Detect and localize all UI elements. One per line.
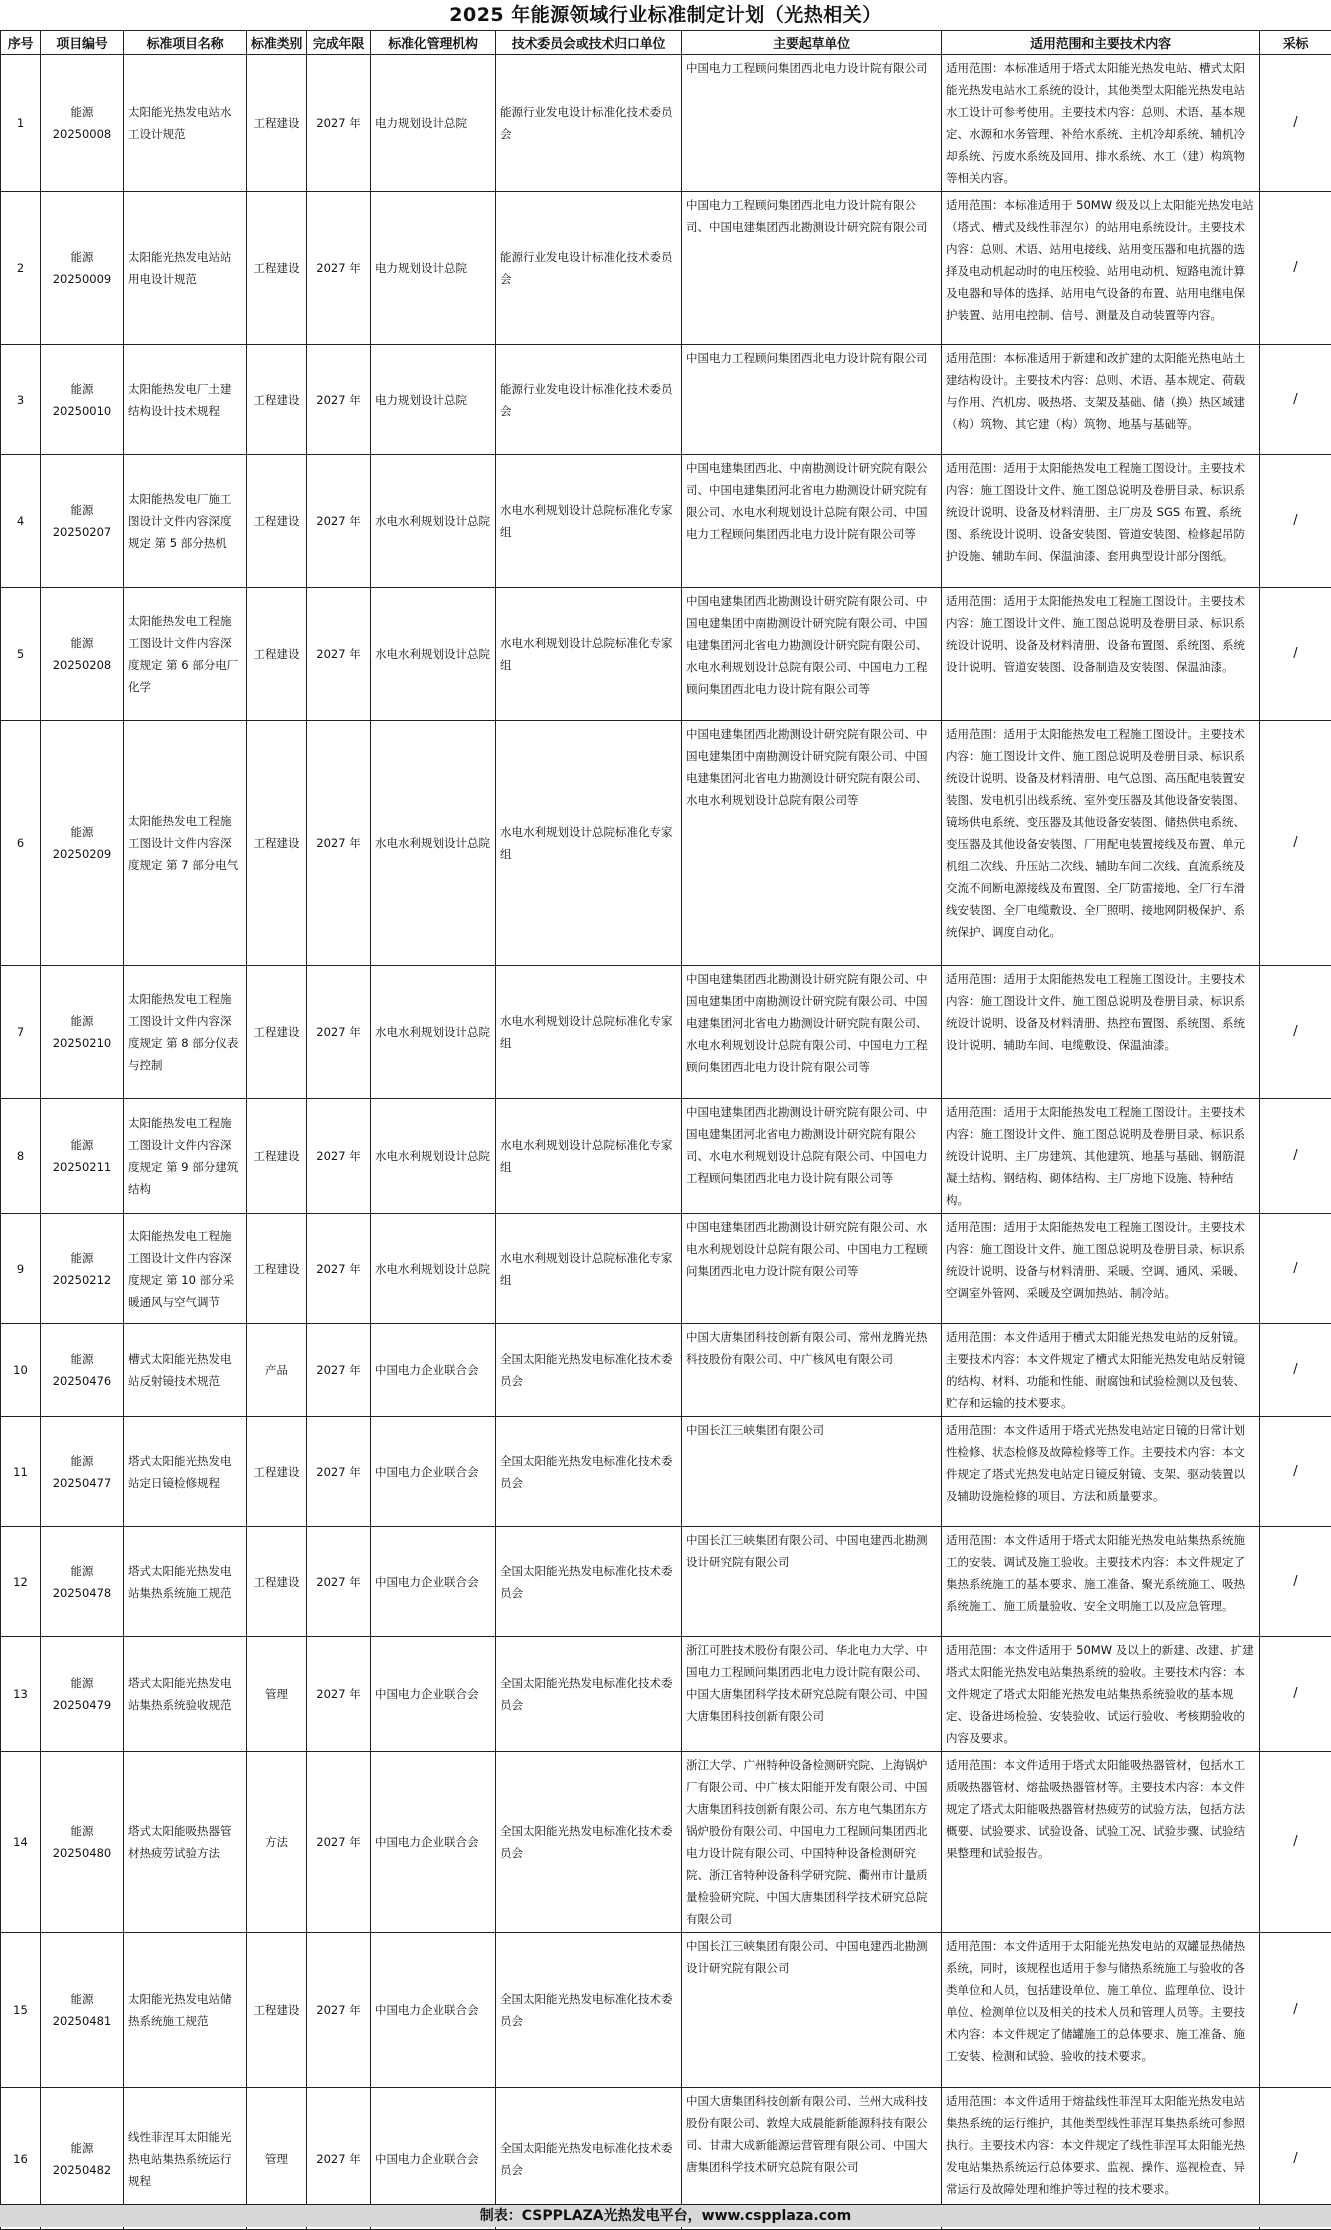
completion-year: 2027 年 xyxy=(307,345,371,455)
technical-committee: 水电水利规划设计总院标准化专家组 xyxy=(496,588,682,721)
scope-content: 适用范围：本标准适用于 50MW 级及以上太阳能光热发电站（塔式、槽式及线性菲涅尔）的站用电系统设计。主要技术内容：总则、术语、站用电接线、站用变压器和电抗器的选择及电动机起动时的电压校验、站用电动机、短路电流计算及电器和导体的选择、站用电气设备的布置、站用电继电保护装置、站用电控制、信号、测量及自动装置等内容。 xyxy=(942,192,1260,345)
completion-year: 2027 年 xyxy=(307,1417,371,1527)
standard-category: 方法 xyxy=(247,1752,307,1933)
column-header: 标准化管理机构 xyxy=(371,31,496,55)
adoption-mark: / xyxy=(1260,1637,1331,1752)
scope-content: 适用范围：本文件适用于塔式太阳能光热发电站集热系统施工的安装、调试及施工验收。主要技术内容：本文件规定了集热系统施工的基本要求、施工准备、聚光系统施工、吸热系统施工、施工质量验收、安全文明施工以及应急管理。 xyxy=(942,1527,1260,1637)
technical-committee: 水电水利规划设计总院标准化专家组 xyxy=(496,966,682,1099)
drafting-units: 中国电建集团西北勘测设计研究院有限公司、中国电建集团河北省电力勘测设计研究院有限公司、水电水利规划设计总院有限公司、中国电力工程顾问集团西北电力设计院有限公司等 xyxy=(682,1099,942,1214)
completion-year: 2027 年 xyxy=(307,1637,371,1752)
row-number: 11 xyxy=(1,1417,41,1527)
adoption-mark: / xyxy=(1260,192,1331,345)
project-code: 能源 20250482 xyxy=(41,2088,124,2230)
project-name: 塔式太阳能光热发电站定日镜检修规程 xyxy=(124,1417,247,1527)
row-number: 6 xyxy=(1,721,41,966)
project-name: 太阳能热发电厂土建结构设计技术规程 xyxy=(124,345,247,455)
column-header: 序号 xyxy=(1,31,41,55)
scope-content: 适用范围：本文件适用于熔盐线性菲涅耳太阳能光热发电站集热系统的运行维护，其他类型线性菲涅耳集热系统可参照执行。主要技术内容：本文件规定了线性菲涅耳太阳能光热发电站集热系统运行总体要求、监视、操作、巡视检查、异常运行及故障处理和维护等过程的技术要求。 xyxy=(942,2088,1260,2230)
header-row xyxy=(1,31,1331,55)
project-name: 塔式太阳能吸热器管材热疲劳试验方法 xyxy=(124,1752,247,1933)
technical-committee: 能源行业发电设计标准化技术委员会 xyxy=(496,55,682,192)
management-org: 中国电力企业联合会 xyxy=(371,1637,496,1752)
row-number: 16 xyxy=(1,2088,41,2230)
drafting-units: 中国电建集团西北、中南勘测设计研究院有限公司、中国电建集团河北省电力勘测设计研究院有限公司、水电水利规划设计总院有限公司、中国电力工程顾问集团西北电力设计院有限公司等 xyxy=(682,455,942,588)
management-org: 水电水利规划设计总院 xyxy=(371,721,496,966)
column-header: 主要起草单位 xyxy=(682,31,942,55)
management-org: 中国电力企业联合会 xyxy=(371,1417,496,1527)
adoption-mark: / xyxy=(1260,345,1331,455)
management-org: 电力规划设计总院 xyxy=(371,345,496,455)
drafting-units: 中国大唐集团科技创新有限公司、兰州大成科技股份有限公司、敦煌大成晨能新能源科技有限公司、甘肃大成新能源运营管理有限公司、中国大唐集团科学技术研究总院有限公司 xyxy=(682,2088,942,2230)
completion-year: 2027 年 xyxy=(307,1933,371,2088)
adoption-mark: / xyxy=(1260,721,1331,966)
technical-committee: 全国太阳能光热发电标准化技术委员会 xyxy=(496,1933,682,2088)
project-name: 太阳能热发电厂施工图设计文件内容深度规定 第 5 部分热机 xyxy=(124,455,247,588)
project-name: 塔式太阳能光热发电站集热系统施工规范 xyxy=(124,1527,247,1637)
management-org: 水电水利规划设计总院 xyxy=(371,455,496,588)
table-body xyxy=(1,55,1331,2230)
standard-category: 工程建设 xyxy=(247,1527,307,1637)
completion-year: 2027 年 xyxy=(307,455,371,588)
drafting-units: 中国长江三峡集团有限公司、中国电建西北勘测设计研究院有限公司 xyxy=(682,1527,942,1637)
project-code: 能源 20250009 xyxy=(41,192,124,345)
management-org: 水电水利规划设计总院 xyxy=(371,1214,496,1324)
project-code: 能源 20250008 xyxy=(41,55,124,192)
table-row xyxy=(1,345,1331,455)
scope-content: 适用范围：本标准适用于塔式太阳能光热发电站、槽式太阳能光热发电站水工系统的设计，其他类型太阳能光热发电站水工设计可参考使用。主要技术内容：总则、术语、基本规定、水源和水务管理、补给水系统、主机冷却系统、辅机冷却系统、污废水系统及回用、排水系统、水工（建）构筑物等相关内容。 xyxy=(942,55,1260,192)
project-code: 能源 20250481 xyxy=(41,1933,124,2088)
scope-content: 适用范围：本文件适用于塔式太阳能吸热器管材，包括水工质吸热器管材、熔盐吸热器管材等。主要技术内容：本文件规定了塔式太阳能吸热器管材热疲劳的试验方法，包括方法概要、试验要求、试验设备、试验工况、试验步骤、试验结果整理和试验报告。 xyxy=(942,1752,1260,1933)
standard-category: 工程建设 xyxy=(247,1417,307,1527)
project-name: 塔式太阳能光热发电站集热系统验收规范 xyxy=(124,1637,247,1752)
completion-year: 2027 年 xyxy=(307,1752,371,1933)
project-code: 能源 20250211 xyxy=(41,1099,124,1214)
adoption-mark: / xyxy=(1260,1324,1331,1417)
column-header: 适用范围和主要技术内容 xyxy=(942,31,1260,55)
column-header: 采标 xyxy=(1260,31,1331,55)
management-org: 水电水利规划设计总院 xyxy=(371,966,496,1099)
drafting-units: 浙江可胜技术股份有限公司、华北电力大学、中国电力工程顾问集团西北电力设计院有限公司、中国大唐集团科学技术研究总院有限公司、中国大唐集团科技创新有限公司 xyxy=(682,1637,942,1752)
technical-committee: 全国太阳能光热发电标准化技术委员会 xyxy=(496,1417,682,1527)
project-code: 能源 20250476 xyxy=(41,1324,124,1417)
adoption-mark: / xyxy=(1260,55,1331,192)
table-row xyxy=(1,1527,1331,1637)
column-header: 标准项目名称 xyxy=(124,31,247,55)
row-number: 5 xyxy=(1,588,41,721)
project-name: 太阳能热发电工程施工图设计文件内容深度规定 第 6 部分电厂化学 xyxy=(124,588,247,721)
technical-committee: 水电水利规划设计总院标准化专家组 xyxy=(496,721,682,966)
technical-committee: 能源行业发电设计标准化技术委员会 xyxy=(496,345,682,455)
table-row xyxy=(1,1752,1331,1933)
technical-committee: 全国太阳能光热发电标准化技术委员会 xyxy=(496,1324,682,1417)
technical-committee: 全国太阳能光热发电标准化技术委员会 xyxy=(496,1637,682,1752)
completion-year: 2027 年 xyxy=(307,1324,371,1417)
technical-committee: 能源行业发电设计标准化技术委员会 xyxy=(496,192,682,345)
table-row xyxy=(1,1214,1331,1324)
scope-content: 适用范围：适用于太阳能热发电工程施工图设计。主要技术内容：施工图设计文件、施工图总说明及卷册目录、标识系统设计说明、设备及材料清册、热控布置图、系统图、系统设计说明、辅助车间、电缆敷设、保温油漆。 xyxy=(942,966,1260,1099)
table-row xyxy=(1,1099,1331,1214)
column-header: 标准类别 xyxy=(247,31,307,55)
drafting-units: 中国长江三峡集团有限公司 xyxy=(682,1417,942,1527)
technical-committee: 全国太阳能光热发电标准化技术委员会 xyxy=(496,2088,682,2230)
drafting-units: 中国长江三峡集团有限公司、中国电建西北勘测设计研究院有限公司 xyxy=(682,1933,942,2088)
management-org: 中国电力企业联合会 xyxy=(371,1527,496,1637)
technical-committee: 水电水利规划设计总院标准化专家组 xyxy=(496,455,682,588)
project-name: 太阳能热发电工程施工图设计文件内容深度规定 第 9 部分建筑结构 xyxy=(124,1099,247,1214)
project-name: 太阳能热发电工程施工图设计文件内容深度规定 第 7 部分电气 xyxy=(124,721,247,966)
project-code: 能源 20250210 xyxy=(41,966,124,1099)
row-number: 7 xyxy=(1,966,41,1099)
completion-year: 2027 年 xyxy=(307,192,371,345)
table-row xyxy=(1,721,1331,966)
management-org: 中国电力企业联合会 xyxy=(371,1933,496,2088)
project-name: 太阳能热发电工程施工图设计文件内容深度规定 第 8 部分仪表与控制 xyxy=(124,966,247,1099)
standard-category: 工程建设 xyxy=(247,588,307,721)
standards-table xyxy=(0,30,1331,2230)
row-number: 14 xyxy=(1,1752,41,1933)
table-row xyxy=(1,1637,1331,1752)
completion-year: 2027 年 xyxy=(307,721,371,966)
adoption-mark: / xyxy=(1260,966,1331,1099)
table-row xyxy=(1,455,1331,588)
project-code: 能源 20250477 xyxy=(41,1417,124,1527)
standard-category: 工程建设 xyxy=(247,345,307,455)
standard-category: 工程建设 xyxy=(247,55,307,192)
project-code: 能源 20250208 xyxy=(41,588,124,721)
project-code: 能源 20250209 xyxy=(41,721,124,966)
management-org: 电力规划设计总院 xyxy=(371,192,496,345)
project-name: 槽式太阳能光热发电站反射镜技术规范 xyxy=(124,1324,247,1417)
technical-committee: 水电水利规划设计总院标准化专家组 xyxy=(496,1214,682,1324)
management-org: 中国电力企业联合会 xyxy=(371,1324,496,1417)
project-code: 能源 20250207 xyxy=(41,455,124,588)
project-name: 太阳能光热发电站站用电设计规范 xyxy=(124,192,247,345)
project-name: 太阳能光热发电站储热系统施工规范 xyxy=(124,1933,247,2088)
scope-content: 适用范围：本文件适用于太阳能光热发电站的双罐显热储热系统，同时，该规程也适用于参与储热系统施工与验收的各类单位和人员，包括建设单位、施工单位、监理单位、设计单位、检测单位以及相关的技术人员和管理人员等。主要技术内容：本文件规定了储罐施工的总体要求、施工准备、施工安装、检测和试验、验收的技术要求。 xyxy=(942,1933,1260,2088)
technical-committee: 全国太阳能光热发电标准化技术委员会 xyxy=(496,1752,682,1933)
scope-content: 适用范围：适用于太阳能热发电工程施工图设计。主要技术内容：施工图设计文件、施工图总说明及卷册目录、标识系统设计说明、设备及材料清册、主厂房及 SGS 布置、系统图、系统设计说明、设备安装图、管道安装图、检修起吊防护设施、辅助车间、保温油漆、套用典型设计部分图纸。 xyxy=(942,455,1260,588)
standard-category: 工程建设 xyxy=(247,1099,307,1214)
scope-content: 适用范围：适用于太阳能热发电工程施工图设计。主要技术内容：施工图设计文件、施工图总说明及卷册目录、标识系统设计说明、设备与材料清册、采暖、空调、通风、采暖、空调室外管网、采暖及空调加热站、制冷站。 xyxy=(942,1214,1260,1324)
completion-year: 2027 年 xyxy=(307,1527,371,1637)
drafting-units: 中国电建集团西北勘测设计研究院有限公司、中国电建集团中南勘测设计研究院有限公司、中国电建集团河北省电力勘测设计研究院有限公司、水电水利规划设计总院有限公司等 xyxy=(682,721,942,966)
technical-committee: 水电水利规划设计总院标准化专家组 xyxy=(496,1099,682,1214)
row-number: 3 xyxy=(1,345,41,455)
page-title: 2025 年能源领域行业标准制定计划（光热相关） xyxy=(0,0,1331,30)
row-number: 2 xyxy=(1,192,41,345)
project-name: 太阳能光热发电站水工设计规范 xyxy=(124,55,247,192)
completion-year: 2027 年 xyxy=(307,588,371,721)
standard-category: 工程建设 xyxy=(247,1933,307,2088)
table-row xyxy=(1,966,1331,1099)
standard-category: 产品 xyxy=(247,1324,307,1417)
table-row xyxy=(1,588,1331,721)
adoption-mark: / xyxy=(1260,1752,1331,1933)
scope-content: 适用范围：本文件适用于 50MW 及以上的新建、改建、扩建塔式太阳能光热发电站集热系统的验收。主要技术内容：本文件规定了塔式太阳能光热发电站集热系统验收的基本规定、设备进场检验、安装验收、试运行验收、考核期验收的内容及要求。 xyxy=(942,1637,1260,1752)
drafting-units: 中国电力工程顾问集团西北电力设计院有限公司 xyxy=(682,345,942,455)
completion-year: 2027 年 xyxy=(307,1099,371,1214)
completion-year: 2027 年 xyxy=(307,1214,371,1324)
adoption-mark: / xyxy=(1260,1099,1331,1214)
standard-category: 工程建设 xyxy=(247,455,307,588)
completion-year: 2027 年 xyxy=(307,55,371,192)
row-number: 8 xyxy=(1,1099,41,1214)
scope-content: 适用范围：适用于太阳能热发电工程施工图设计。主要技术内容：施工图设计文件、施工图总说明及卷册目录、标识系统设计说明、设备及材料清册、电气总图、高压配电装置安装图、发电机引出线系统、室外变压器及其他设备安装图、镜场供电系统、变压器及其他设备安装图、储热供电系统、变压器及其他设备安装图、厂用配电装置接线及布置、单元机组二次线、升压站二次线、辅助车间二次线、直流系统及交流不间断电源接线及布置图、全厂防雷接地、全厂行车滑线安装图、全厂电缆敷设、全厂照明、接地网阴极保护、系统保护、调度自动化。 xyxy=(942,721,1260,966)
drafting-units: 中国电力工程顾问集团西北电力设计院有限公司 xyxy=(682,55,942,192)
project-name: 太阳能热发电工程施工图设计文件内容深度规定 第 10 部分采暖通风与空气调节 xyxy=(124,1214,247,1324)
standard-category: 管理 xyxy=(247,1637,307,1752)
scope-content: 适用范围：适用于太阳能热发电工程施工图设计。主要技术内容：施工图设计文件、施工图总说明及卷册目录、标识系统设计说明、设备及材料清册、设备布置图、系统图、系统设计说明、管道安装图、设备制造及安装图、保温油漆。 xyxy=(942,588,1260,721)
table-row xyxy=(1,1417,1331,1527)
row-number: 9 xyxy=(1,1214,41,1324)
completion-year: 2027 年 xyxy=(307,966,371,1099)
management-org: 中国电力企业联合会 xyxy=(371,2088,496,2230)
project-name: 线性菲涅耳太阳能光热电站集热系统运行规程 xyxy=(124,2088,247,2230)
table-row xyxy=(1,55,1331,192)
row-number: 13 xyxy=(1,1637,41,1752)
adoption-mark: / xyxy=(1260,1417,1331,1527)
management-org: 水电水利规划设计总院 xyxy=(371,588,496,721)
row-number: 4 xyxy=(1,455,41,588)
standard-category: 工程建设 xyxy=(247,1214,307,1324)
drafting-units: 中国电力工程顾问集团西北电力设计院有限公司、中国电建集团西北勘测设计研究院有限公司 xyxy=(682,192,942,345)
drafting-units: 中国电建集团西北勘测设计研究院有限公司、中国电建集团中南勘测设计研究院有限公司、中国电建集团河北省电力勘测设计研究院有限公司、水电水利规划设计总院有限公司、中国电力工程顾问集团西北电力设计院有限公司等 xyxy=(682,588,942,721)
project-code: 能源 20250212 xyxy=(41,1214,124,1324)
standard-category: 工程建设 xyxy=(247,966,307,1099)
row-number: 15 xyxy=(1,1933,41,2088)
drafting-units: 浙江大学、广州特种设备检测研究院、上海锅炉厂有限公司、中广核太阳能开发有限公司、中国大唐集团科技创新有限公司、东方电气集团东方锅炉股份有限公司、中国电力工程顾问集团西北电力设计院有限公司、中国特种设备检测研究院、浙江省特种设备科学研究院、衢州市计量质量检验研究院、中国大唐集团科学技术研究总院有限公司 xyxy=(682,1752,942,1933)
row-number: 12 xyxy=(1,1527,41,1637)
scope-content: 适用范围：本标准适用于新建和改扩建的太阳能光热电站土建结构设计。主要技术内容：总则、术语、基本规定、荷载与作用、汽机房、吸热塔、支架及基础、储（换）热区域建（构）筑物、其它建（构）筑物、地基与基础等。 xyxy=(942,345,1260,455)
standard-category: 管理 xyxy=(247,2088,307,2230)
scope-content: 适用范围：本文件适用于槽式太阳能光热发电站的反射镜。主要技术内容：本文件规定了槽式太阳能光热发电站反射镜的结构、材料、功能和性能、耐腐蚀和试验检测以及包装、贮存和运输的技术要求。 xyxy=(942,1324,1260,1417)
table-row xyxy=(1,192,1331,345)
table-row xyxy=(1,1324,1331,1417)
project-code: 能源 20250479 xyxy=(41,1637,124,1752)
table-row xyxy=(1,1933,1331,2088)
row-number: 1 xyxy=(1,55,41,192)
management-org: 水电水利规划设计总院 xyxy=(371,1099,496,1214)
column-header: 技术委员会或技术归口单位 xyxy=(496,31,682,55)
adoption-mark: / xyxy=(1260,588,1331,721)
project-code: 能源 20250010 xyxy=(41,345,124,455)
standard-category: 工程建设 xyxy=(247,192,307,345)
standard-category: 工程建设 xyxy=(247,721,307,966)
row-number: 10 xyxy=(1,1324,41,1417)
project-code: 能源 20250480 xyxy=(41,1752,124,1933)
scope-content: 适用范围：本文件适用于塔式光热发电站定日镜的日常计划性检修、状态检修及故障检修等工作。主要技术内容：本文件规定了塔式光热发电站定日镜反射镜、支架、驱动装置以及辅助设施检修的项目、方法和质量要求。 xyxy=(942,1417,1260,1527)
drafting-units: 中国电建集团西北勘测设计研究院有限公司、中国电建集团中南勘测设计研究院有限公司、中国电建集团河北省电力勘测设计研究院有限公司、水电水利规划设计总院有限公司、中国电力工程顾问集团西北电力设计院有限公司等 xyxy=(682,966,942,1099)
column-header: 项目编号 xyxy=(41,31,124,55)
drafting-units: 中国电建集团西北勘测设计研究院有限公司、水电水利规划设计总院有限公司、中国电力工程顾问集团西北电力设计院有限公司等 xyxy=(682,1214,942,1324)
management-org: 中国电力企业联合会 xyxy=(371,1752,496,1933)
management-org: 电力规划设计总院 xyxy=(371,55,496,192)
adoption-mark: / xyxy=(1260,455,1331,588)
technical-committee: 全国太阳能光热发电标准化技术委员会 xyxy=(496,1527,682,1637)
adoption-mark: / xyxy=(1260,1214,1331,1324)
drafting-units: 中国大唐集团科技创新有限公司、常州龙腾光热科技股份有限公司、中广核风电有限公司 xyxy=(682,1324,942,1417)
column-header: 完成年限 xyxy=(307,31,371,55)
adoption-mark: / xyxy=(1260,1933,1331,2088)
footer-credit: 制表：CSPPLAZA光热发电平台，www.cspplaza.com xyxy=(0,2204,1331,2227)
completion-year: 2027 年 xyxy=(307,2088,371,2230)
project-code: 能源 20250478 xyxy=(41,1527,124,1637)
scope-content: 适用范围：适用于太阳能热发电工程施工图设计。主要技术内容：施工图设计文件、施工图总说明及卷册目录、标识系统设计说明、主厂房建筑、其他建筑、地基与基础、钢筋混凝土结构、钢结构、砌体结构、主厂房地下设施、特种结构。 xyxy=(942,1099,1260,1214)
adoption-mark: / xyxy=(1260,2088,1331,2230)
adoption-mark: / xyxy=(1260,1527,1331,1637)
